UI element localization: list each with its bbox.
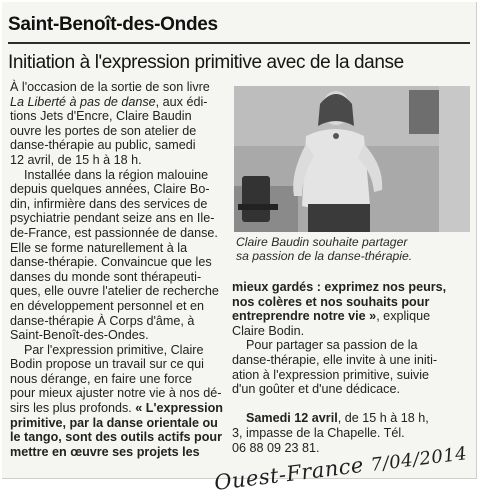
article-line bbox=[10, 270, 222, 285]
article-line-text: 12 avril, de 15 h à 18 h. bbox=[10, 152, 142, 167]
article-line bbox=[10, 241, 222, 256]
article-line-text: Samedi 12 avril bbox=[246, 411, 338, 426]
article-line bbox=[10, 328, 222, 343]
article-line bbox=[232, 280, 470, 295]
article-line bbox=[232, 426, 470, 441]
article-line bbox=[10, 386, 222, 401]
article-left-column bbox=[10, 80, 222, 459]
town-heading: Saint-Benoît-des-Ondes bbox=[8, 14, 218, 35]
photo-caption bbox=[236, 236, 472, 263]
article-line-text: mettre en œuvre ses projets les bbox=[10, 444, 200, 459]
article-line-text: de-France, est passionnée de danse. bbox=[10, 225, 218, 240]
article-line bbox=[10, 80, 222, 95]
article-line-tail: , explique bbox=[376, 309, 431, 324]
article-line bbox=[10, 401, 222, 416]
handwritten-source: Ouest-France bbox=[212, 452, 365, 495]
article-line bbox=[232, 382, 470, 397]
article-line bbox=[10, 416, 222, 431]
article-line bbox=[10, 357, 222, 372]
article-line bbox=[10, 95, 222, 110]
article-line bbox=[10, 138, 222, 153]
article-line-tail: « L'expression bbox=[135, 401, 223, 416]
article-line-text: Installée dans la région malouine bbox=[24, 167, 209, 182]
article-line-text: La Liberté à pas de danse bbox=[10, 94, 156, 109]
caption-line: sa passion de la danse-thérapie. bbox=[236, 248, 413, 263]
article-line bbox=[232, 411, 470, 426]
article-line-tail: , de 15 h à 18 h, bbox=[337, 411, 429, 426]
article-line-text: 3, impasse de la Chapelle. Tél. bbox=[232, 425, 405, 440]
article-line-text: psychiatrie pendant seize ans en Ile- bbox=[10, 211, 215, 226]
article-line-text: danse-thérapie. Convaincue que les bbox=[10, 255, 212, 270]
article-line bbox=[10, 168, 222, 183]
article-line-text: danses du monde sont thérapeuti- bbox=[10, 269, 202, 284]
article-line-text: ouvre les portes de son atelier de bbox=[10, 123, 197, 138]
article-line bbox=[10, 314, 222, 329]
article-line bbox=[10, 430, 222, 445]
article-line bbox=[10, 153, 222, 168]
article-line-text: tions Jets d'Encre, Claire Baudin bbox=[10, 109, 192, 124]
article-line-text: pour mieux ajuster notre vie à nos dé- bbox=[10, 386, 222, 401]
caption-line: Claire Baudin souhaite partager bbox=[236, 235, 408, 249]
article-line bbox=[10, 211, 222, 226]
article-line bbox=[10, 197, 222, 212]
article-line-text: danse-thérapie au public, samedi bbox=[10, 138, 196, 153]
article-line bbox=[232, 353, 470, 368]
article-line-text: d'un goûter et d'une dédicace. bbox=[232, 382, 400, 397]
article-line bbox=[10, 124, 222, 139]
article-line-text: Claire Bodin. bbox=[232, 323, 305, 338]
article-line bbox=[10, 109, 222, 124]
article-line-text: sirs les plus profonds. bbox=[10, 401, 136, 416]
article-line bbox=[10, 343, 222, 358]
article-line-text: danse-thérapie, elle invite à une initi- bbox=[232, 352, 438, 367]
handwritten-date: 7/04/2014 bbox=[369, 443, 468, 476]
article-line-text: ation à l'expression primitive, suivie bbox=[232, 367, 429, 382]
article-line-text: le tango, sont des outils actifs pour bbox=[10, 430, 223, 445]
article-line bbox=[232, 397, 470, 412]
article-line-text: Par l'expression primitive, Claire bbox=[24, 342, 204, 357]
article-line bbox=[232, 295, 470, 310]
photo-illustration bbox=[234, 86, 470, 232]
article-right-column bbox=[232, 280, 470, 455]
article-line bbox=[232, 309, 470, 324]
article-line-text: depuis quelques années, Claire Bo- bbox=[10, 182, 210, 197]
article-line bbox=[10, 284, 222, 299]
article-line bbox=[232, 324, 470, 339]
newspaper-clipping bbox=[2, 2, 477, 495]
article-line-text: primitive, par la danse orientale ou bbox=[10, 415, 218, 430]
article-photo bbox=[234, 86, 470, 232]
article-line-text: nos colères et nos souhaits pour bbox=[232, 294, 430, 309]
article-line bbox=[10, 445, 222, 460]
article-line-text: danse-thérapie À Corps d'âme, à bbox=[10, 313, 195, 328]
article-line-text: Elle se forme naturellement à la bbox=[10, 240, 188, 255]
article-line-text: ques, elle ouvre l'atelier de recherche bbox=[10, 284, 219, 299]
article-line bbox=[232, 368, 470, 383]
article-line-text: Pour partager sa passion de la bbox=[246, 338, 418, 353]
article-line-text: 06 88 09 23 81. bbox=[232, 440, 320, 455]
article-line-text: mieux gardés : exprimez nos peurs, bbox=[232, 280, 447, 294]
article-line-text: din, infirmière dans des services de bbox=[10, 196, 208, 211]
article-line bbox=[10, 299, 222, 314]
heading-rule bbox=[8, 42, 470, 44]
article-line bbox=[232, 338, 470, 353]
article-line-text: entreprendre notre vie » bbox=[232, 309, 377, 324]
article-headline: Initiation à l'expression primitive avec de la danse bbox=[8, 52, 404, 73]
article-line-text: Saint-Benoît-des-Ondes. bbox=[10, 328, 149, 343]
article-line-text: Bodin propose un travail sur ce qui bbox=[10, 357, 204, 372]
article-line-text: nous dérange, en faire une force bbox=[10, 371, 193, 386]
article-line-tail: , aux édi- bbox=[155, 94, 208, 109]
article-line bbox=[10, 255, 222, 270]
article-line bbox=[10, 182, 222, 197]
article-line bbox=[10, 226, 222, 241]
article-line-text: À l'occasion de la sortie de son livre bbox=[10, 80, 210, 94]
article-line-text: en développement personnel et en bbox=[10, 298, 204, 313]
article-line bbox=[10, 372, 222, 387]
